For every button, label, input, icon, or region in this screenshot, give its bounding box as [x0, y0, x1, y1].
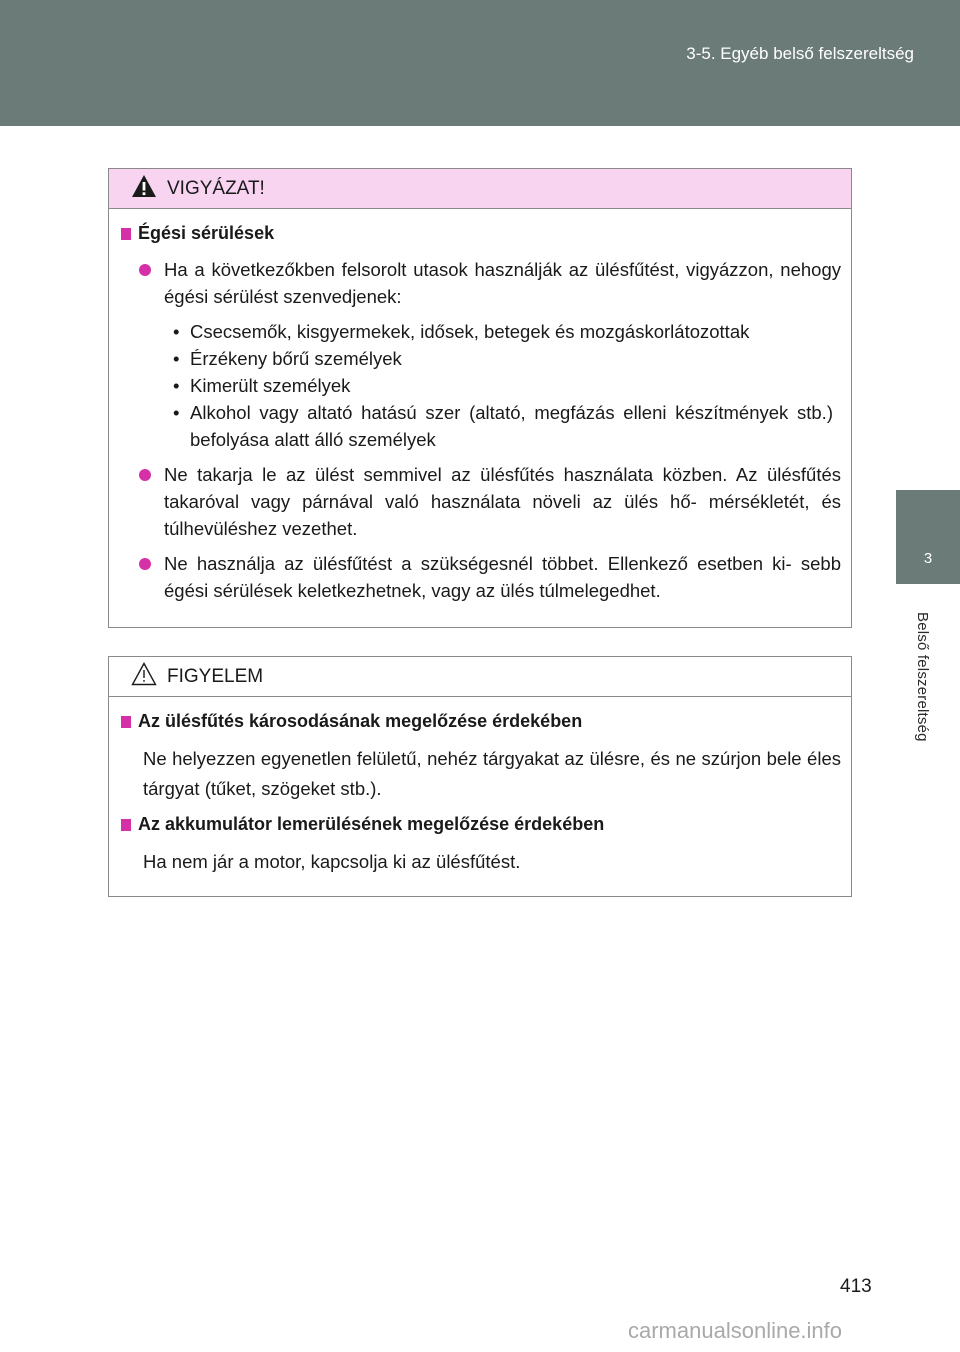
warning-bullet-list: [121, 318, 841, 453]
warning-item: [121, 550, 841, 604]
warning-item: [121, 461, 841, 542]
square-bullet-icon: [121, 716, 131, 728]
chapter-number: 3: [923, 550, 933, 567]
warning-item-text: Ne takarja le az ülést semmivel az ülésfűtés használata közben. Az ülésfűtés takaróval vagy párnával való használata növeli az ülés hő- mérsékletét, és túlhevüléshez vezethet.: [164, 464, 841, 539]
notice-paragraph: Ha nem jár a motor, kapcsolja ki az ülésfűtést.: [143, 851, 521, 872]
watermark: carmanualsonline.info: [628, 1318, 843, 1343]
list-item: • Kimerült személyek: [173, 372, 841, 399]
circle-bullet-icon: [139, 264, 151, 276]
warning-item: [121, 256, 841, 310]
warning-box-header: [109, 169, 851, 209]
warning-item-text: Ne használja az ülésfűtést a szükségesnél többet. Ellenkező esetben ki- sebb égési sérülések keletkezhetnek, vagy az ülés túlmelegedhet.: [164, 553, 841, 601]
warning-triangle-filled-icon: [131, 174, 157, 203]
square-bullet-icon: [121, 228, 131, 240]
section-title: 3-5. Egyéb belső felszereltség: [686, 44, 914, 63]
notice-subheading: [121, 711, 841, 732]
warning-subheading-text: Égési sérülések: [138, 223, 275, 243]
notice-paragraph: Ne helyezzen egyenetlen felületű, nehéz tárgyakat az ülésre, és ne szúrjon bele éles tárgyat (tűket, szögeket stb.).: [143, 748, 841, 799]
warning-triangle-outline-icon: [131, 662, 157, 691]
notice-box: [108, 656, 852, 897]
notice-subheading: [121, 814, 841, 835]
list-item: • Érzékeny bőrű személyek: [173, 345, 841, 372]
chapter-label: Belső felszereltség: [914, 612, 931, 742]
notice-box-header: [109, 657, 851, 697]
chapter-tab: [896, 490, 960, 584]
page-header: [0, 0, 960, 126]
list-item: • Csecsemők, kisgyermekek, idősek, betegek és mozgáskorlátozottak: [173, 318, 841, 345]
notice-subheading-text: Az akkumulátor lemerülésének megelőzése érdekében: [138, 814, 605, 834]
warning-item-text: Ha a következőkben felsorolt utasok használják az ülésfűtést, vigyázzon, nehogy égési sérülést szenvedjenek:: [164, 259, 841, 307]
list-item: • Alkohol vagy altató hatású szer (altató, megfázás elleni készítmények stb.) befolyása alatt álló személyek: [173, 399, 841, 453]
warning-box-title: VIGYÁZAT!: [167, 177, 265, 199]
warning-subheading: [121, 223, 841, 244]
circle-bullet-icon: [139, 469, 151, 481]
square-bullet-icon: [121, 819, 131, 831]
warning-box: [108, 168, 852, 628]
notice-subheading-text: Az ülésfűtés károsodásának megelőzése érdekében: [138, 711, 583, 731]
page-number: 413: [840, 1276, 872, 1297]
notice-box-title: FIGYELEM: [167, 665, 264, 687]
circle-bullet-icon: [139, 558, 151, 570]
